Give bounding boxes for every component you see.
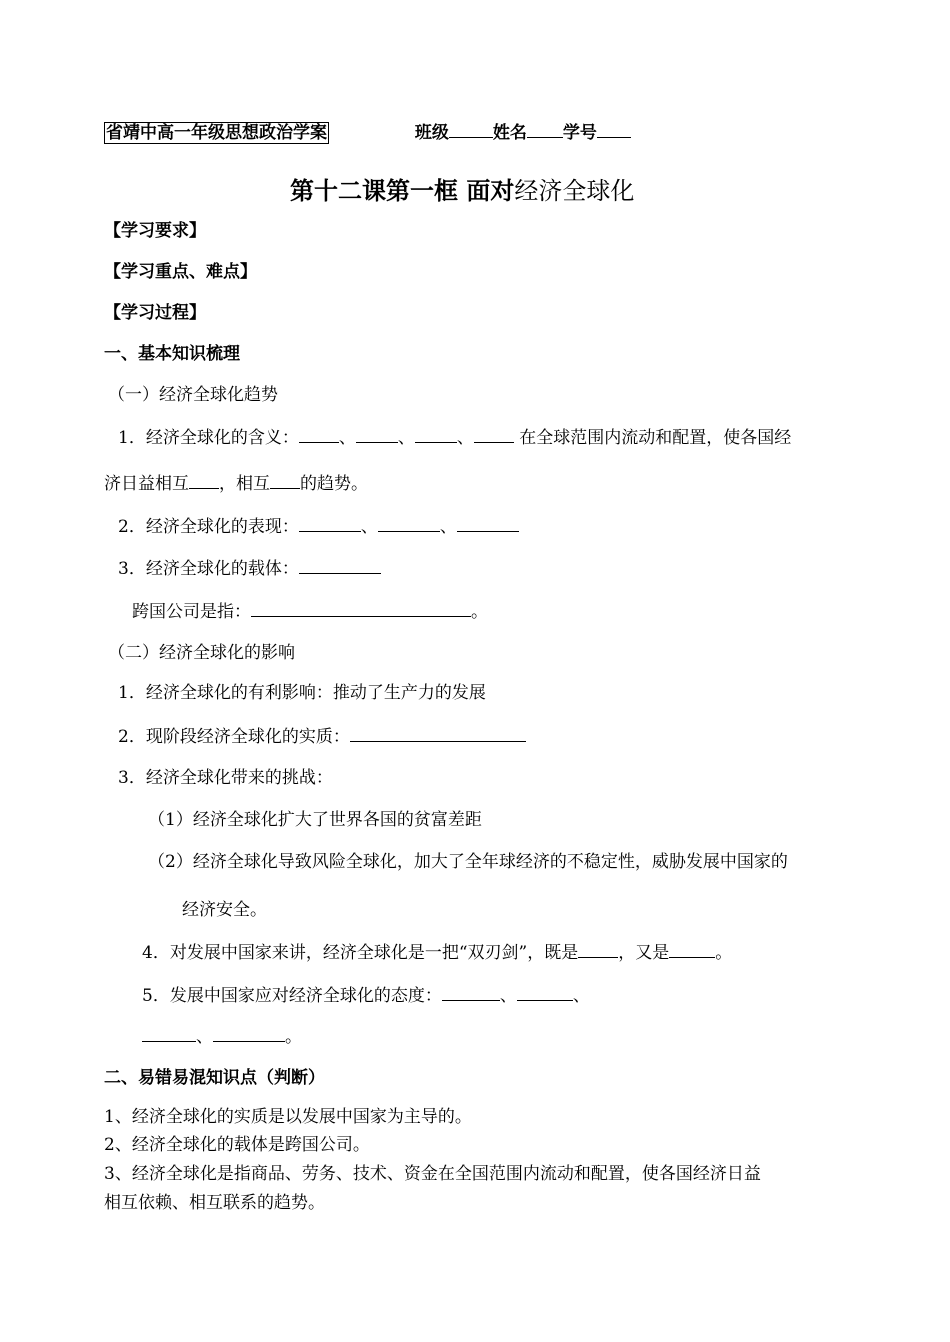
subsection-influence: （二）经济全球化的影响: [108, 643, 295, 663]
judgment-item: 3、经济全球化是指商品、劳务、技术、资金在全国范围内流动和配置，使各国经济日益: [104, 1164, 761, 1184]
school-label: 省靖中高一年级思想政治学案: [106, 123, 327, 143]
separator: 、: [439, 517, 457, 537]
influence-3-2-line2: 经济安全。: [182, 900, 267, 920]
answer-blank[interactable]: [669, 941, 715, 958]
question-3: [118, 557, 381, 580]
influence-5-line1: [142, 984, 590, 1007]
influence-5-line2: [142, 1025, 302, 1048]
i4-b: ，又是: [618, 943, 670, 963]
separator: 、: [196, 1027, 213, 1047]
question-1-line2: [104, 472, 368, 495]
period: 。: [471, 602, 488, 622]
class-blank[interactable]: [449, 121, 493, 138]
answer-blank[interactable]: [299, 557, 381, 574]
judgment-item: 1、经济全球化的实质是以发展中国家为主导的。: [104, 1107, 472, 1127]
influence-3: 3．经济全球化带来的挑战：: [118, 768, 333, 788]
q1-line2-c: 的趋势。: [300, 474, 368, 494]
answer-blank[interactable]: [270, 472, 300, 489]
separator: 、: [338, 428, 356, 448]
answer-blank[interactable]: [350, 725, 526, 742]
number-blank[interactable]: [597, 121, 631, 138]
question-1-line1: [118, 426, 791, 449]
q2-prefix: 2．经济全球化的表现：: [118, 517, 299, 537]
period: 。: [715, 943, 733, 963]
q1-prefix: 1．经济全球化的含义：: [118, 428, 299, 448]
answer-blank[interactable]: [356, 426, 398, 443]
separator: 、: [499, 986, 517, 1006]
influence-4: [142, 941, 732, 964]
question-2: [118, 515, 519, 538]
separator: 、: [572, 986, 590, 1006]
judgment-item-continued: 相互依赖、相互联系的趋势。: [104, 1193, 325, 1213]
q1-line2-b: ，相互: [219, 474, 270, 494]
name-label: 姓名: [492, 123, 527, 143]
class-label: 班级: [414, 123, 449, 143]
number-label: 学号: [562, 123, 597, 143]
answer-blank[interactable]: [415, 426, 457, 443]
header-row: [104, 121, 631, 144]
influence-3-2-line1: （2）经济全球化导致风险全球化，加大了全年球经济的不稳定性，威胁发展中国家的: [148, 852, 788, 872]
answer-blank[interactable]: [213, 1025, 285, 1042]
influence-2: [118, 725, 526, 748]
q3-prefix: 3．经济全球化的载体：: [118, 559, 299, 579]
answer-blank[interactable]: [299, 515, 361, 532]
answer-blank[interactable]: [457, 515, 519, 532]
section-part2: 二、易错易混知识点（判断）: [104, 1068, 325, 1088]
period: 。: [285, 1027, 302, 1047]
name-blank[interactable]: [527, 121, 563, 138]
section-requirements: 【学习要求】: [104, 221, 206, 241]
separator: 、: [397, 428, 415, 448]
influence-1: 1．经济全球化的有利影响：推动了生产力的发展: [118, 683, 486, 703]
answer-blank[interactable]: [299, 426, 339, 443]
section-key-points: 【学习重点、难点】: [104, 262, 257, 282]
answer-blank[interactable]: [251, 600, 471, 617]
multinational-definition: [132, 600, 488, 623]
multinational-prefix: 跨国公司是指：: [132, 602, 251, 622]
i5-prefix: 5．发展中国家应对经济全球化的态度：: [142, 986, 442, 1006]
section-process: 【学习过程】: [104, 303, 206, 323]
separator: 、: [360, 517, 378, 537]
separator: 、: [456, 428, 474, 448]
title-bold: 第十二课第一框 面对: [290, 177, 515, 205]
answer-blank[interactable]: [474, 426, 514, 443]
judgment-item: 2、经济全球化的载体是跨国公司。: [104, 1135, 370, 1155]
answer-blank[interactable]: [189, 472, 219, 489]
answer-blank[interactable]: [517, 984, 573, 1001]
answer-blank[interactable]: [142, 1025, 196, 1042]
i2-prefix: 2．现阶段经济全球化的实质：: [118, 727, 350, 747]
q1-line2-a: 济日益相互: [104, 474, 189, 494]
influence-3-1: （1）经济全球化扩大了世界各国的贫富差距: [148, 810, 482, 830]
answer-blank[interactable]: [578, 941, 618, 958]
page-title: [290, 176, 634, 206]
i4-a: 4．对发展中国家来讲，经济全球化是一把“双刃剑”，既是: [142, 943, 579, 963]
answer-blank[interactable]: [378, 515, 440, 532]
title-normal: 经济全球化: [514, 177, 635, 205]
q1-tail: 在全球范围内流动和配置，使各国经: [513, 428, 792, 448]
subsection-trend: （一）经济全球化趋势: [108, 385, 278, 405]
section-part1: 一、基本知识梳理: [104, 344, 240, 364]
answer-blank[interactable]: [442, 984, 500, 1001]
